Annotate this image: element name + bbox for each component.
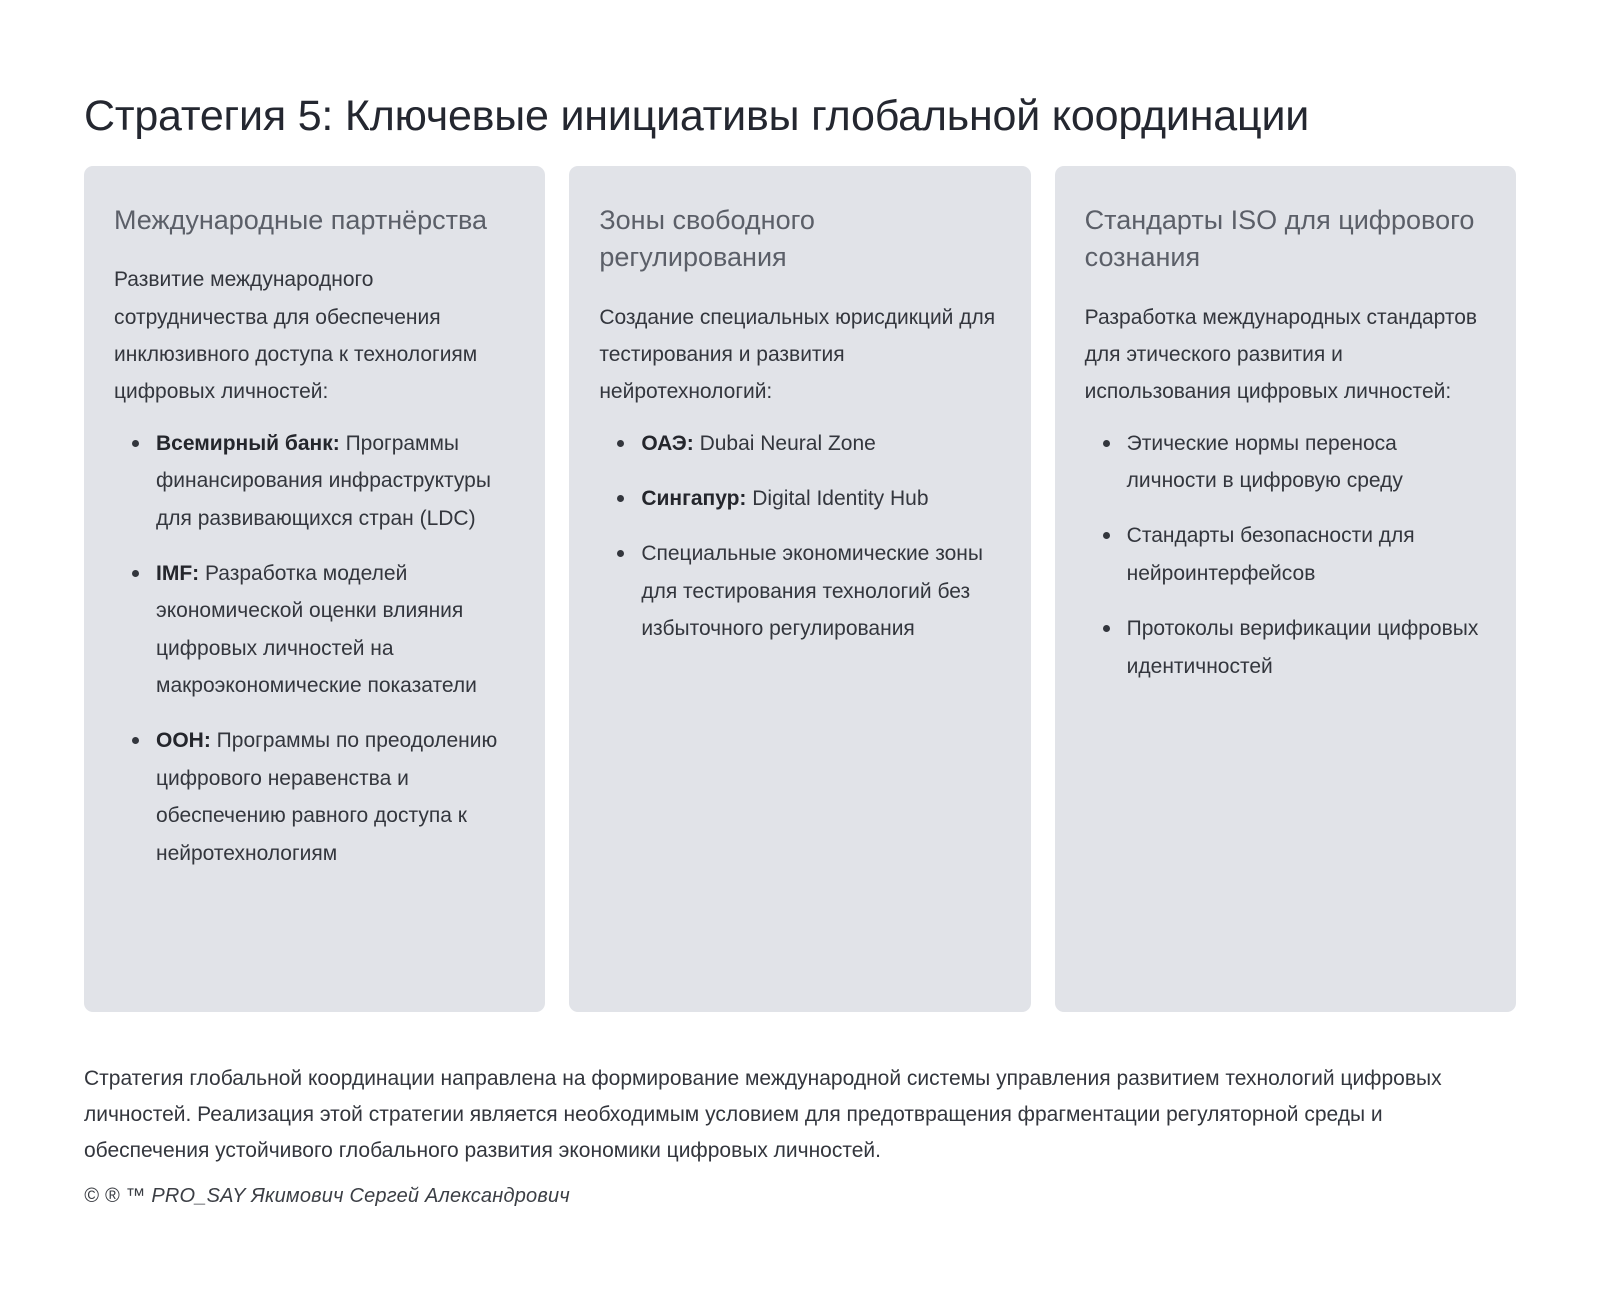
list-item bbox=[599, 425, 1000, 462]
card-free-regulation-zones bbox=[569, 166, 1030, 1012]
card-intro: Создание специальных юрисдикций для тестирования и развития нейротехнологий: bbox=[599, 305, 996, 404]
bullet-text: Digital Identity Hub bbox=[752, 487, 929, 510]
bullet-text: Программы финансирования инфраструктуры для развивающихся стран (LDC) bbox=[156, 431, 491, 530]
bullet-text: Стандарты безопасности для нейроинтерфейсов bbox=[1126, 524, 1415, 585]
summary-paragraph: Стратегия глобальной координации направлена на формирование международной системы управления развитием технологий цифровых личностей. Реализация этой стратегии является необходимым условием для предотвращения фрагментации регуляторной среды и обеспечения устойчивого глобального развития экономики цифровых личностей. bbox=[84, 1067, 1442, 1163]
card-intro: Разработка международных стандартов для этического развития и использования цифровых личностей: bbox=[1084, 305, 1478, 404]
bullet-label: IMF: bbox=[156, 561, 200, 585]
list-item bbox=[599, 480, 1000, 517]
list-item bbox=[114, 722, 515, 872]
bullet-text: Разработка моделей экономической оценки влияния цифровых личностей на макроэкономические показатели bbox=[156, 561, 477, 697]
bullet-label: Сингапур: bbox=[641, 487, 747, 510]
bullet-label: ОАЭ: bbox=[641, 431, 694, 455]
bullet-text: Этические нормы переноса личности в цифровую среду bbox=[1126, 431, 1403, 492]
list-item bbox=[114, 555, 515, 705]
card-bullet-list bbox=[114, 425, 515, 872]
bullet-text: Программы по преодолению цифрового неравенства и обеспечению равного доступа к нейротехнологиям bbox=[156, 729, 498, 865]
cards-container bbox=[84, 166, 1516, 1012]
list-item bbox=[1085, 425, 1486, 500]
list-item bbox=[1085, 610, 1486, 685]
list-item bbox=[1085, 517, 1486, 592]
card-international-partnerships bbox=[84, 166, 545, 1012]
card-iso-standards bbox=[1055, 166, 1516, 1012]
card-bullet-list bbox=[1085, 425, 1486, 685]
card-intro: Развитие международного сотрудничества для обеспечения инклюзивного доступа к технологиям цифровых личностей: bbox=[114, 268, 478, 404]
copyright-line: © ® ™ PRO_SAY Якимович Сергей Александрович bbox=[84, 1185, 570, 1207]
card-title: Стандарты ISO для цифрового сознания bbox=[1084, 205, 1475, 273]
bullet-label: Всемирный банк: bbox=[156, 431, 340, 455]
bullet-text: Специальные экономические зоны для тестирования технологий без избыточного регулирования bbox=[641, 542, 983, 641]
card-title: Зоны свободного регулирования bbox=[599, 205, 815, 273]
list-item bbox=[114, 425, 515, 537]
card-bullet-list bbox=[599, 425, 1000, 648]
bullet-text: Протоколы верификации цифровых идентичностей bbox=[1126, 617, 1479, 678]
bullet-text: Dubai Neural Zone bbox=[699, 431, 876, 455]
list-item bbox=[599, 535, 1000, 647]
bullet-label: ООН: bbox=[156, 729, 211, 753]
card-title: Международные партнёрства bbox=[114, 205, 488, 235]
page-title: Стратегия 5: Ключевые инициативы глобальной координации bbox=[84, 91, 1310, 140]
